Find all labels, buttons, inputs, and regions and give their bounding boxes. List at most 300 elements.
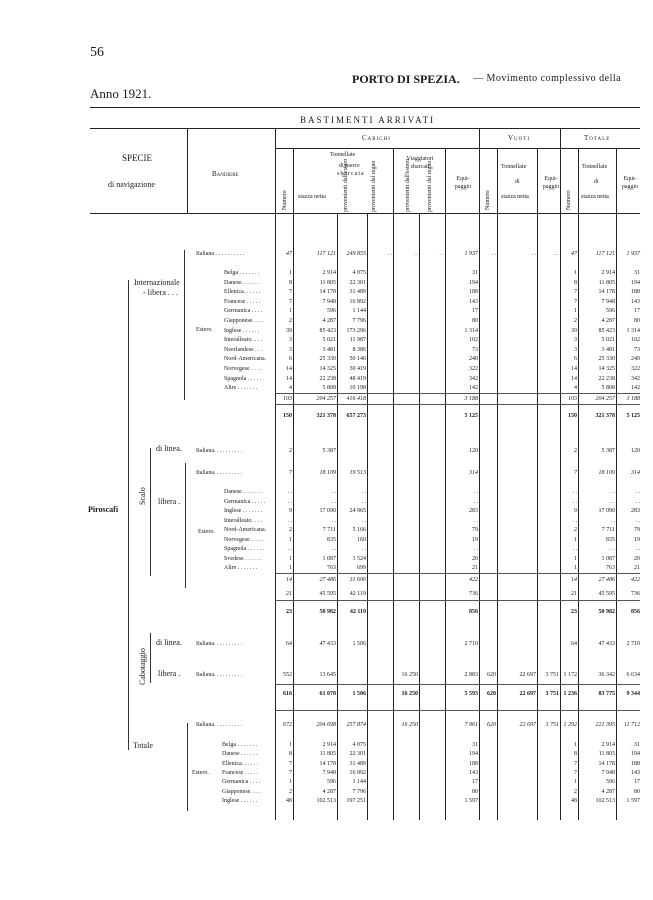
col-div [419,213,420,820]
flag-label: Danese . . . . . . [224,279,260,286]
cell-tn: 2 [574,527,577,533]
cell-tn: . . [572,498,577,505]
cell-teq: 17 [634,308,640,315]
cell-n: 7 [289,298,292,305]
flag-label: Inglese . . . . . . [224,327,260,334]
cell-teq: 9 344 [626,691,640,697]
cell-est: 1 144 [352,308,366,315]
cell-stazza: 45 595 [319,591,336,597]
cell-tn: 1 292 [563,722,577,728]
label-estero-tot: Estero. [192,770,209,776]
cell-est: . . [361,517,366,524]
cell-n: 103 [283,396,292,402]
header-bandiere: Bandiere [212,170,239,178]
cell-stazza: 596 [327,779,336,786]
cell-tn: 7 [574,769,577,776]
cell-stazza: 2 914 [322,270,336,276]
cell-est: 16 892 [349,298,366,305]
cell-ts: 18 109 [598,470,615,476]
flag-label: Francese . . . . . [222,769,259,776]
cell-n: 616 [283,691,292,697]
cell-ts: . . [610,489,615,495]
label-internazionale: Internazionale [134,278,180,287]
cell-ts: 4 287 [601,318,615,324]
cell-n: 8 [289,751,292,758]
cell-stazza: 22 238 [319,375,336,382]
cell-n: 39 [286,327,292,334]
cell-eq: 1 937 [464,251,478,257]
cell-tn: 1 [574,555,577,562]
cell-eq: 194 [469,279,478,286]
cell-teq: 1 937 [626,251,640,257]
cell-est: 1 506 [352,691,366,697]
cell-eq: 21 [472,565,478,571]
cell-n: 6 [289,356,292,363]
cell-n: 14 [286,577,292,583]
flag-label: Nord-Americana. [224,356,267,363]
cell-ts: . . [610,517,615,524]
col-div [293,148,294,213]
cell-est: 1 524 [352,555,366,562]
cell-stazza: 596 [327,308,336,315]
header-vuoti-numero: Numero [485,190,491,210]
cell-ts: . . [610,546,615,552]
cell-tn: 2 [574,788,577,795]
flag-label: Spagnola . . . . . [224,375,262,382]
flag-label: Altre . . . . . . . [224,565,258,571]
cell-ts: 596 [606,308,615,315]
flag-label: Giapponese. . . . [224,318,263,324]
cell-eq: 188 [469,760,478,767]
header-totale: Totale [584,134,611,142]
cell-n: 14 [286,366,292,372]
cell-ve: 16 250 [401,672,418,678]
rule-group [275,148,640,149]
cell-teq: 3 188 [626,396,640,402]
flag-label: Danese . . . . . . [222,751,258,758]
cell-stazza: . . [331,489,336,495]
header-viagg-regno: provenienti dal regno [427,160,433,212]
col-div [367,213,368,820]
section-title: BASTIMENTI ARRIVATI [300,115,436,125]
flag-label: Ellenica. . . . . . [222,760,259,767]
cell-vs: 22 697 [519,722,536,728]
cell-tn: 39 [571,327,577,334]
cell-teq: 856 [631,609,640,615]
flag-label: Interalleato. . . . [224,337,262,344]
cell-ts: 14 325 [598,366,615,372]
cell-stazza: 7 711 [322,527,336,533]
cell-eq: 3 188 [464,396,478,402]
cell-teq: 1 597 [626,797,640,804]
cell-stazza: 11 805 [319,279,336,286]
header-tot-di: di [594,179,599,185]
cell-eq: 422 [469,577,478,583]
cell-reg: . . [387,251,392,257]
cell-stazza: 3 481 [322,346,336,353]
cell-stazza: 85 423 [319,327,336,334]
cell-ts: 7 948 [601,769,615,776]
cell-vn: . . [491,251,496,257]
cell-eq: 342 [469,375,478,382]
cell-ts: 7 711 [601,527,615,533]
cell-tn: 1 [574,270,577,276]
cell-n: 1 [289,308,292,315]
cell-stazza: 321 378 [316,413,336,419]
col-div [393,148,394,213]
cell-eq: 1 314 [464,327,478,334]
cell-stazza: 47 433 [319,641,336,647]
cell-est: 197 251 [346,797,366,804]
cell-est: 48 419 [349,375,366,382]
label-estero-intl: Estero. [196,327,213,333]
cell-ve: 16 250 [401,722,418,728]
cell-teq: 31 [634,270,640,276]
flag-label: Italiana. . . . . . . . . . [196,672,243,678]
cell-stazza: 14 178 [319,760,336,767]
header-tonnellate: Tonnellate [330,152,356,158]
header-specie-sub: di navigazione [108,180,155,189]
cell-ts: 2 914 [601,742,615,748]
cell-tn: 21 [571,591,577,597]
cell-stazza: 61 078 [319,691,336,697]
label-piroscafi: Piroscafi [88,505,119,514]
cell-tn: 2 [574,448,577,454]
cell-veq: . . [554,251,559,257]
cell-eq: . . [473,498,478,505]
cell-tn: 64 [571,641,577,647]
cell-tn: 47 [571,251,577,257]
cell-stazza: 18 109 [319,470,336,476]
cell-n: 2 [289,527,292,533]
page-title: PORTO DI SPEZIA. [352,72,460,86]
header-di-merce: di merce [339,163,360,169]
cell-eq: 322 [469,366,478,372]
cell-ts: 117 121 [595,251,615,257]
cell-n: 7 [289,289,292,296]
page-subtitle: — Movimento complessivo della [473,73,622,84]
cell-stazza: 4 287 [322,318,336,324]
cell-ve: 16 250 [401,691,418,697]
cell-teq: 2 710 [626,641,640,647]
cell-eq: 194 [469,751,478,758]
header-viagg-estero: provenienti dall'estero [405,158,411,212]
label-cab-linea: di linea. [156,638,182,647]
cell-eq: 2 710 [464,641,478,647]
cell-teq: 5 125 [626,413,640,419]
flag-label: Norvegese . . . . . [224,536,265,543]
cell-teq: 188 [631,760,640,767]
cell-tn: 1 236 [563,691,577,697]
flag-label: Italiana. . . . . . . . . . [196,470,243,476]
cell-n: 48 [286,797,292,804]
cell-stazza: 5 387 [322,448,336,454]
flag-label: Italiana. . . . . . . . . . [196,722,243,728]
cell-tn: 1 [574,565,577,571]
cell-ts: . . [610,498,615,505]
cell-ts: 14 178 [598,760,615,767]
cell-n: 64 [286,641,292,647]
cell-n: 552 [283,672,292,678]
cell-tn: . . [572,489,577,495]
flag-label: Inglese . . . . . . . [224,508,263,514]
header-tot-stazza: stazza netta [581,194,609,200]
cell-teq: 342 [631,375,640,382]
rule-header-bottom [90,213,640,214]
cell-n: 47 [286,251,292,257]
cell-n: 7 [289,769,292,776]
cell-eq: 142 [469,385,478,392]
flag-label: Danese . . . . . . . [224,489,263,495]
year-label: Anno 1921. [90,86,152,101]
cell-vs: 22 697 [519,691,536,697]
cell-teq: 322 [631,366,640,372]
cell-eq: 79 [472,527,478,533]
cell-est: . . [361,546,366,552]
cell-n: 1 [289,779,292,786]
cell-eq: 143 [469,769,478,776]
flag-label: Nord-Americana. [224,527,267,533]
cell-n: 2 [289,318,292,324]
cell-ts: 27 486 [598,577,615,583]
header-numero: Numero [282,190,288,210]
cell-vr: . . [439,251,444,257]
rule-subtotal [275,684,640,685]
col-div [616,148,617,213]
header-vuoti: Vuoti [508,134,530,142]
flag-label: Francese . . . . . [224,298,261,305]
cell-teq: . . [635,546,640,552]
cell-ts: 321 378 [595,413,615,419]
cell-eq: 188 [469,289,478,296]
cell-est: 16 892 [349,769,366,776]
cell-tn: 14 [571,577,577,583]
cell-teq: 240 [631,356,640,363]
cell-tn: 7 [574,289,577,296]
cell-teq: 143 [631,298,640,305]
header-stazza-netta: stazza netta [298,194,326,200]
cell-tn: . . [572,517,577,524]
cell-tn: 7 [574,760,577,767]
cell-ts: 102 513 [595,797,615,804]
cell-veq: 3 751 [545,672,559,678]
cell-ts: 7 948 [601,298,615,305]
col-div [497,148,498,213]
cell-n: 7 [289,470,292,476]
cell-stazza: 5 808 [322,385,336,392]
cell-est: 8 386 [352,346,366,353]
brace-totale [187,723,188,811]
cell-tn: 1 [574,779,577,786]
rule-section [90,128,640,129]
header-tot-equipaggio: Equi-paggio [621,176,639,190]
header-viaggiatori: Viaggiatori sbarcati [406,156,434,170]
flag-label: Inglese . . . . . . [222,797,258,804]
cell-est: 24 965 [349,508,366,514]
cell-ts: 204 257 [595,396,615,402]
header-specie: SPECIE [122,153,153,163]
cell-eq: 17 [472,308,478,315]
cell-eq: . . [473,489,478,495]
cell-teq: 188 [631,289,640,296]
cell-est: 1 144 [352,779,366,786]
flag-label: Italiana. . . . . . . . . . [196,448,243,454]
cell-n: . . [287,498,292,505]
cell-tn: 8 [574,751,577,758]
flag-label: Italiana . . . . . . . . . . [196,251,244,257]
brace-scalo-libera [185,463,186,588]
cell-n: 672 [283,722,292,728]
cell-stazza: 50 982 [319,609,336,615]
cell-teq: 736 [631,591,640,597]
cell-stazza: 763 [327,565,336,571]
cell-n: . . [287,546,292,552]
cell-est: 31 606 [349,577,366,583]
cell-est: 22 301 [349,279,366,286]
cell-n: 1 [289,742,292,748]
label-scalo-libera: libera . [158,497,181,506]
cell-n: . . [287,517,292,524]
cell-est: . . [361,498,366,505]
cell-vn: 620 [487,722,496,728]
cell-tn: . . [572,546,577,552]
cell-ts: 83 775 [598,691,615,697]
cell-teq: 80 [634,318,640,324]
cell-n: 1 [289,270,292,276]
flag-label: Altre . . . . . . . [224,385,258,392]
cell-teq: 142 [631,385,640,392]
cell-n: 3 [289,337,292,344]
col-div [275,128,276,213]
cell-n: 9 [289,508,292,514]
header-vuoti-tonnellate: Tonnellate [501,164,527,170]
cell-stazza: 5 021 [322,337,336,344]
cell-est: 19 513 [349,470,366,476]
cell-ts: 45 595 [598,591,615,597]
cell-est: 5 166 [352,527,366,533]
cell-veq: 3 751 [545,691,559,697]
cell-veq: 3 751 [545,722,559,728]
rule-top [90,107,640,108]
cell-est: 31 489 [349,760,366,767]
cell-ts: 11 805 [598,751,615,758]
cell-n: . . [287,489,292,495]
cell-est: 42 119 [349,591,366,597]
cell-tn: 14 [571,375,577,382]
cell-tn: 2 [574,318,577,324]
cell-teq: 120 [631,448,640,454]
cell-teq: . . [635,498,640,505]
cell-teq: 21 [634,565,640,571]
cell-n: 2 [289,448,292,454]
cell-stazza: 27 486 [319,577,336,583]
label-scalo: Scalo [138,487,147,505]
cell-eq: 283 [469,508,478,514]
cell-est: 257 874 [346,722,366,728]
flag-label: Svedese . . . . . . [224,555,262,562]
brace-cabotaggio [150,633,151,683]
cell-n: 1 [289,555,292,562]
cell-teq: 194 [631,751,640,758]
cell-tn: 14 [571,366,577,372]
cell-est: 22 301 [349,751,366,758]
header-tot-numero: Numero [566,190,572,210]
cell-tn: 3 [574,337,577,344]
cell-est: 11 987 [349,337,366,344]
col-div [187,128,188,213]
col-div [445,148,446,213]
label-cabotaggio: Cabotaggio [138,648,147,685]
cell-ts: 596 [606,779,615,786]
cell-eq: . . [473,546,478,552]
col-div [537,148,538,213]
cell-stazza: 2 914 [322,742,336,748]
cell-ts: 85 423 [598,327,615,334]
flag-label: Italiana. . . . . . . . . . [196,641,243,647]
cell-ts: 5 387 [601,448,615,454]
header-carichi: Carichi [362,134,391,142]
cell-stazza: . . [331,517,336,524]
cell-n: 7 [289,760,292,767]
cell-eq: 240 [469,356,478,363]
cell-ts: 25 330 [598,356,615,363]
cell-eq: 19 [472,536,478,543]
header-vuoti-di: di [515,179,520,185]
cell-est: 1 506 [352,641,366,647]
cell-est: 7 796 [352,318,366,324]
cell-stazza: 17 090 [319,508,336,514]
cell-n: 21 [286,591,292,597]
cell-eq: 31 [472,742,478,748]
cell-stazza: . . [331,498,336,505]
cell-eq: 1 597 [464,797,478,804]
cell-ts: 835 [606,536,615,543]
cell-n: 1 [289,536,292,543]
cell-ts: 17 090 [598,508,615,514]
cell-est: 42 119 [349,609,366,615]
flag-label: Belga . . . . . . . [222,742,257,748]
col-div [578,148,579,213]
cell-ts: 11 805 [598,279,615,286]
cell-ts: 47 433 [598,641,615,647]
rule-subtotal [275,710,640,711]
label-scalo-linea: di linea. [156,444,182,453]
cell-tn: 23 [571,609,577,615]
brace-scalo [150,448,151,576]
cell-vn: 620 [487,672,496,678]
cell-n: 14 [286,375,292,382]
cell-tn: 1 172 [563,672,577,678]
cell-teq: 73 [634,346,640,353]
cell-teq: 20 [634,555,640,562]
cell-ts: 2 914 [601,270,615,276]
cell-teq: 194 [631,279,640,286]
col-div [560,128,561,213]
cell-eq: 102 [469,337,478,344]
cell-ve: . . [413,251,418,257]
cell-stazza: 1 087 [322,555,336,562]
cell-est: 699 [357,565,366,571]
cell-ts: 5 021 [601,337,615,344]
cell-eq: 5 125 [464,413,478,419]
cell-eq: 73 [472,346,478,353]
cell-est: 4 075 [352,270,366,276]
cell-eq: 5 593 [464,691,478,697]
cell-est: 657 273 [346,413,366,419]
cell-eq: 31 [472,270,478,276]
cell-ts: 1 087 [601,555,615,562]
header-vuoti-equipaggio: Equi-paggio [542,176,560,190]
